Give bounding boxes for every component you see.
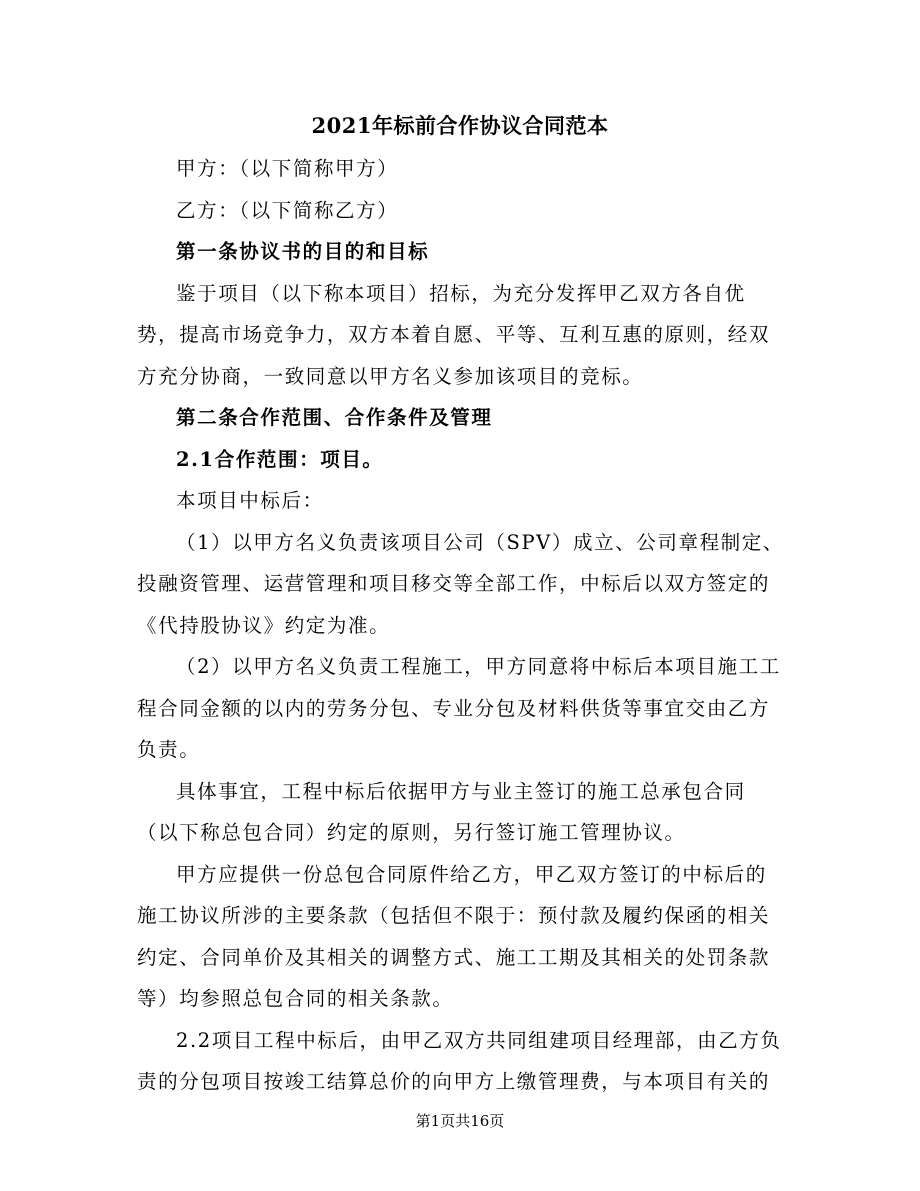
party-a-line: 甲方：（以下简称甲方） <box>176 157 399 180</box>
clause-2-2-paragraph: 2.2项目工程中标后，由甲乙双方共同组建项目经理部，由乙方负责的分包项目按竣工结算总价的向甲方上缴管理费，与本项目有关的 <box>137 1028 782 1093</box>
document-body <box>137 148 785 1103</box>
item-2-paragraph: （2）以甲方名义负责工程施工，甲方同意将中标后本项目施工工程合同金额的以内的劳务分包、专业分包及材料供货等事宜交由乙方负责。 <box>137 655 781 761</box>
article1-paragraph: 鉴于项目（以下称本项目）招标，为充分发挥甲乙双方各自优势，提高市场竞争力，双方本着自愿、平等、互利互惠的原则，经双方充分协商，一致同意以甲方名义参加该项目的竞标。 <box>137 281 771 388</box>
document-title: 2021年标前合作协议合同范本 <box>311 113 609 138</box>
party-b-line: 乙方：（以下简称乙方） <box>176 198 399 222</box>
article2-heading: 第二条合作范围、合作条件及管理 <box>176 406 493 429</box>
clause-2-1-heading: 2.1合作范围：项目。 <box>176 447 384 471</box>
specifics-paragraph: 具体事宜，工程中标后依据甲方与业主签订的施工总承包合同（以下称总包合同）约定的原则，另行签订施工管理协议。 <box>137 779 746 844</box>
item-1-paragraph: （1）以甲方名义负责该项目公司（SPV）成立、公司章程制定、投融资管理、运营管理和项目移交等全部工作，中标后以双方签定的《代持股协议》约定为准。 <box>137 530 784 637</box>
article1-heading: 第一条协议书的目的和目标 <box>176 240 430 263</box>
page-number-footer: 第1页共16页 <box>415 1112 505 1130</box>
contract-copy-paragraph: 甲方应提供一份总包合同原件给乙方，甲乙双方签订的中标后的施工协议所涉的主要条款（包括但不限于：预付款及履约保函的相关约定、合同单价及其相关的调整方式、施工工期及其相关的处罚条款等）均参照总包合同的相关条款。 <box>137 862 771 1010</box>
after-bid-line: 本项目中标后： <box>176 489 324 512</box>
